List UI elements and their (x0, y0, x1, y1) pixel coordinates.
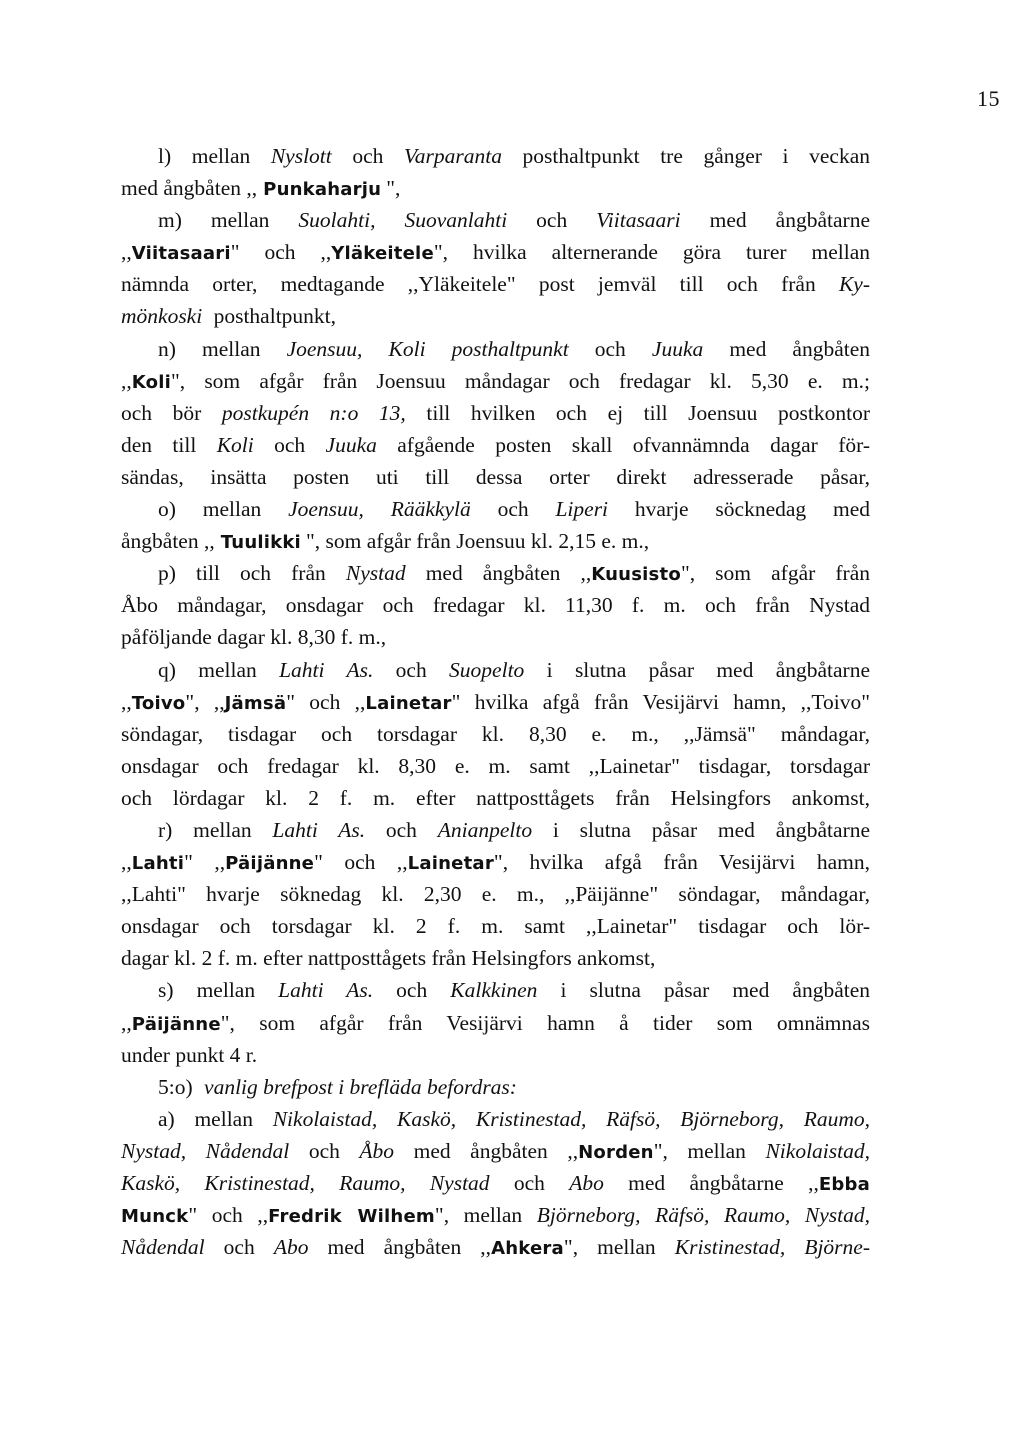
text-line (121, 878, 870, 910)
italic-text: Viitasaari (596, 208, 681, 233)
text-segment: och (204, 1235, 274, 1260)
text-segment: s) mellan (158, 978, 279, 1003)
italic-text: Lahti As. (279, 657, 374, 682)
ship-name-text: Tuulikki (220, 532, 301, 554)
ship-name-text: Koli (131, 371, 171, 393)
text-line (121, 1167, 870, 1199)
text-segment: i slutna påsar med ångbåtarne (524, 657, 870, 682)
italic-text: Kristinestad, Björne- (674, 1235, 870, 1260)
text-line (121, 814, 870, 846)
text-segment: ", som afgår från Joensuu kl. 2,15 e. m., (305, 529, 650, 554)
text-segment: " hvilka afgå från Vesijärvi hamn, ,,Toivo" (451, 689, 871, 714)
italic-text: Joensuu, Rääkkylä (288, 497, 471, 522)
text-segment: och (373, 657, 450, 682)
ship-name-text: Viitasaari (131, 243, 231, 265)
text-line (121, 172, 870, 204)
italic-text: Juuka (325, 432, 377, 457)
text-line (121, 365, 870, 397)
ship-name-text: Lahti (131, 853, 185, 875)
ship-name-text: Lainetar (365, 692, 452, 714)
italic-text: Nådendal (121, 1235, 205, 1260)
text-segment: och (373, 978, 451, 1003)
text-segment: ", som afgår från Vesijärvi hamn å tider som omnämnas (220, 1010, 870, 1035)
text-segment: posthaltpunkt tre gånger i veckan (501, 144, 870, 168)
italic-text: Ky- (838, 272, 870, 297)
text-segment: m) mellan (158, 208, 299, 233)
text-segment: och (253, 432, 326, 457)
text-segment: ,, (121, 240, 132, 265)
text-line (121, 718, 870, 750)
text-segment: och (289, 1138, 360, 1163)
text-line (121, 397, 870, 429)
text-segment: posthaltpunkt, (208, 304, 337, 329)
ship-name-text: Yläkeitele (331, 243, 434, 265)
italic-text: postkupén n:o 13, (221, 400, 406, 425)
text-segment: r) mellan (158, 817, 273, 842)
text-segment: med ångbåten (703, 336, 871, 361)
text-line (121, 1071, 870, 1103)
text-line (121, 429, 870, 461)
text-line (121, 557, 870, 589)
ship-name-text: Lainetar (407, 853, 494, 875)
text-segment: och (489, 1171, 570, 1195)
italic-text: Anianpelto (437, 817, 533, 842)
text-segment: dagar kl. 2 f. m. efter nattposttågets från Helsingfors ankomst, (121, 946, 656, 971)
text-segment: nämnda orter, medtagande ,,Yläkeitele" post jemväl till och från (121, 272, 839, 297)
text-line (121, 1103, 870, 1135)
text-line (121, 621, 870, 653)
text-segment: Åbo måndagar, onsdagar och fredagar kl. 11,30 f. m. och från Nystad (121, 593, 870, 618)
text-line (121, 525, 870, 557)
text-segment: ", mellan (563, 1235, 675, 1260)
text-segment: onsdagar och torsdagar kl. 2 f. m. samt ,,Lainetar" tisdagar och lör- (121, 914, 870, 939)
ship-name-text: Jämsä (224, 692, 287, 714)
text-segment: med ångbåten ,, (394, 1138, 579, 1163)
text-segment: " och ,, (188, 1203, 269, 1228)
text-segment: n) mellan (158, 336, 287, 361)
text-segment: ,, (121, 368, 132, 393)
text-segment: ", mellan (653, 1138, 766, 1163)
text-segment: onsdagar och fredagar kl. 8,30 e. m. samt ,,Lainetar" tisdagar, torsdagar (121, 753, 870, 778)
text-segment: ,, (121, 1010, 132, 1035)
text-segment: och (507, 208, 597, 233)
italic-text: Åbo (359, 1138, 395, 1163)
text-line (121, 1039, 870, 1071)
text-segment: och (331, 144, 404, 168)
text-segment: ", hvilka alternerande göra turer mellan (433, 240, 870, 265)
italic-text: Suopelto (449, 657, 525, 682)
text-segment: p) till och från (158, 561, 346, 586)
text-line (121, 461, 870, 493)
text-line (121, 1135, 870, 1167)
text-segment: och (470, 497, 556, 522)
text-segment: med ångbåten ,, (121, 176, 258, 201)
italic-text: Kaskö, Kristinestad, Raumo, Nystad (121, 1171, 490, 1195)
italic-text: Björneborg, Räfsö, Raumo, Nystad, (536, 1203, 871, 1228)
text-line (121, 846, 870, 878)
text-line (121, 750, 870, 782)
ship-name-text: Fredrik Wilhem (268, 1206, 435, 1228)
text-segment: ,, (121, 850, 132, 875)
ship-name-text: Toivo (131, 692, 186, 714)
text-segment: och (365, 817, 438, 842)
text-segment: ", mellan (434, 1203, 537, 1228)
text-segment: 5:o) (158, 1074, 199, 1099)
italic-text: Suolahti, Suovanlahti (298, 208, 508, 233)
text-body (121, 140, 870, 1263)
italic-text: Joensuu, Koli posthaltpunkt (286, 336, 569, 361)
italic-text: Juuka (651, 336, 704, 361)
italic-text: Nikolaistad, (765, 1138, 870, 1163)
italic-text: Nystad (345, 561, 406, 586)
text-segment: q) mellan (158, 657, 280, 682)
text-segment: i slutna påsar med ångbåtarne (532, 817, 871, 842)
text-segment: ", som afgår från (680, 561, 870, 586)
text-line (121, 300, 870, 332)
italic-text: Varparanta (403, 144, 502, 168)
text-segment: l) mellan (158, 144, 271, 168)
italic-text: vanlig brefpost i brefläda befordras: (204, 1074, 517, 1099)
text-segment: söndagar, tisdagar och torsdagar kl. 8,30 e. m., ,,Jämsä" måndagar, (121, 721, 870, 746)
ship-name-text: Päijänne (225, 853, 315, 875)
text-segment: under punkt 4 r. (121, 1042, 258, 1067)
text-line (121, 236, 870, 268)
text-segment: " och ,, (286, 689, 366, 714)
text-segment: och (568, 336, 652, 361)
ship-name-text: Kuusisto (591, 564, 681, 586)
text-segment: sändas, insätta posten uti till dessa orter direkt adresserade påsar, (121, 464, 870, 489)
text-line (121, 333, 870, 365)
text-segment: ,, (121, 689, 132, 714)
text-segment: med ångbåtarne (680, 208, 870, 233)
text-segment: påföljande dagar kl. 8,30 f. m., (121, 625, 387, 650)
text-line (121, 268, 870, 300)
text-segment: och lördagar kl. 2 f. m. efter nattposttågets från Helsingfors ankomst, (121, 785, 870, 810)
text-segment: ", ,, (185, 689, 225, 714)
text-line (121, 204, 870, 236)
italic-text: Abo (569, 1171, 604, 1195)
text-line (121, 1231, 870, 1263)
text-segment: o) mellan (158, 497, 289, 522)
text-line (121, 910, 870, 942)
text-segment: och bör (121, 400, 222, 425)
text-segment: den till (121, 432, 217, 457)
text-segment: i slutna påsar med ångbåten (537, 978, 870, 1003)
ship-name-text: Munck (121, 1206, 189, 1228)
italic-text: Nyslott (270, 144, 332, 168)
text-segment: med ångbåtarne ,, (603, 1171, 819, 1195)
italic-text: Koli (216, 432, 254, 457)
italic-text: Liperi (555, 497, 609, 522)
text-line (121, 1007, 870, 1039)
ship-name-text: Ahkera (491, 1238, 564, 1260)
text-line (121, 140, 870, 172)
italic-text: mönkoski (121, 304, 203, 329)
ship-name-text: Ebba (818, 1174, 870, 1195)
text-segment: med ångbåten ,, (405, 561, 592, 586)
ship-name-text: Norden (578, 1141, 654, 1163)
text-segment: ångbåten ,, (121, 529, 215, 554)
text-line (121, 942, 870, 974)
page-number: 15 (977, 86, 1000, 111)
text-line (121, 686, 870, 718)
ship-name-text: Punkaharju (263, 179, 382, 201)
text-segment: till hvilken och ej till Joensuu postkontor (405, 400, 870, 425)
italic-text: Kalkkinen (450, 978, 538, 1003)
italic-text: Nystad, Nådendal (121, 1138, 290, 1163)
text-segment: ", hvilka afgå från Vesijärvi hamn, (493, 850, 870, 875)
italic-text: Lahti As. (272, 817, 366, 842)
italic-text: Abo (273, 1235, 309, 1260)
text-line (121, 974, 870, 1006)
italic-text: Lahti As. (278, 978, 374, 1003)
text-line (121, 493, 870, 525)
text-segment: ", som afgår från Joensuu måndagar och fredagar kl. 5,30 e. m.; (171, 368, 870, 393)
text-line (121, 782, 870, 814)
text-segment: ,,Lahti" hvarje söknedag kl. 2,30 e. m., ,,Päijänne" söndagar, måndagar, (121, 882, 870, 907)
text-segment: ", (386, 176, 401, 201)
text-segment: " ,, (184, 850, 226, 875)
text-line (121, 654, 870, 686)
text-line (121, 1199, 870, 1231)
ship-name-text: Päijänne (131, 1013, 221, 1035)
text-segment: hvarje söcknedag med (608, 497, 871, 522)
text-segment: afgående posten skall ofvannämnda dagar för- (376, 432, 870, 457)
italic-text: Nikolaistad, Kaskö, Kristinestad, Räfsö, Björneborg, Raumo, (272, 1106, 870, 1131)
text-segment: a) mellan (158, 1106, 273, 1131)
text-line (121, 589, 870, 621)
text-segment: med ångbåten ,, (308, 1235, 492, 1260)
text-segment: " och ,, (230, 240, 332, 265)
text-segment: " och ,, (314, 850, 408, 875)
